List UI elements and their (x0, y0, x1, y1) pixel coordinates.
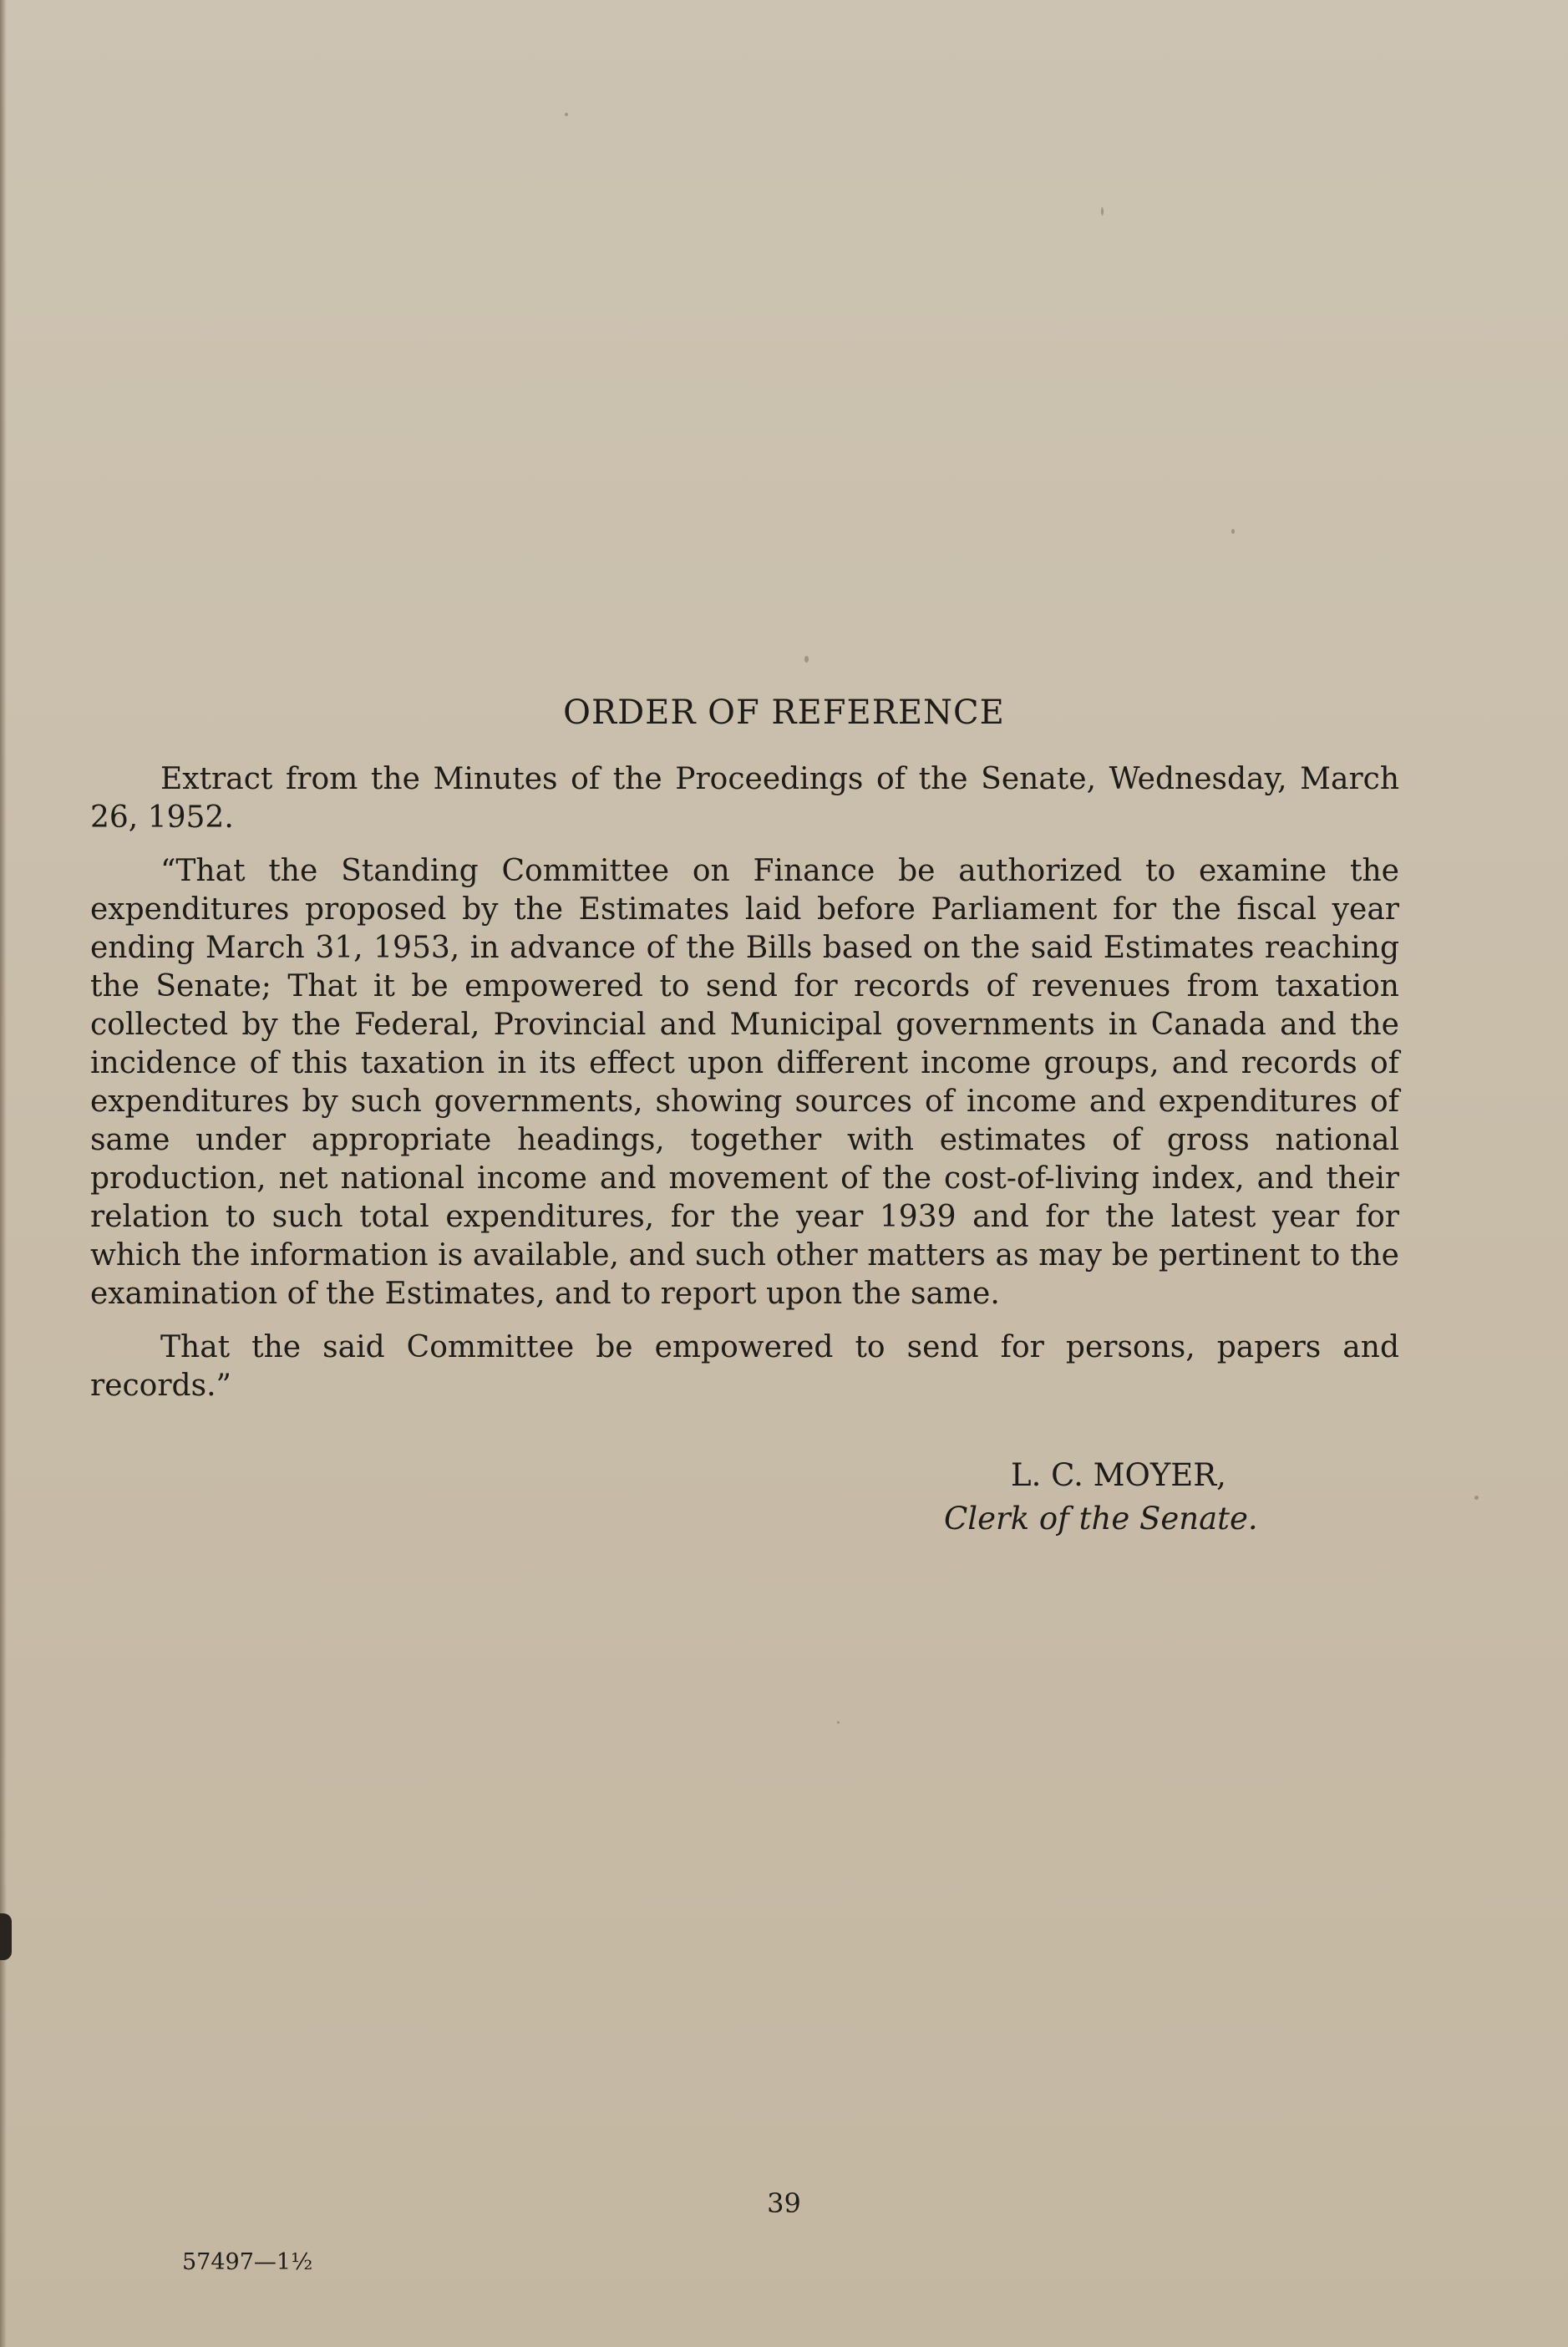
signatory-name: L. C. MOYER, (1011, 1457, 1226, 1493)
section-title: ORDER OF REFERENCE (563, 693, 1005, 732)
print-code: 57497—1½ (182, 2249, 313, 2275)
binding-mark (0, 1913, 12, 1960)
paper-speck (565, 113, 568, 116)
signature-block (944, 1454, 1412, 1541)
paper-speck (837, 1721, 840, 1724)
paper-speck (1474, 1496, 1479, 1500)
paper-speck (804, 656, 809, 663)
order-text (90, 760, 1399, 1420)
page-edge-shadow (0, 0, 7, 2347)
signatory-title: Clerk of the Senate. (944, 1501, 1258, 1537)
extract-paragraph: Extract from the Minutes of the Proceedings of the Senate, Wednesday, March 26, 1952. (90, 762, 1399, 835)
motion-paragraph: “That the Standing Committee on Finance be authorized to examine the expenditures proposed by the Estimates laid before Parliament for the fiscal year ending March 31, 1953, in advance of the Bills based on the said Estimates reaching the Senate; That it be empowered to send for records of revenues from taxation collected by the Federal, Provincial and Municipal governments in Canada and the incidence of this taxation in its effect upon different income groups, and records of expenditures by such governments, showing sources of income and expenditures of same under appropriate headings, together with estimates of gross national production, net national income and movement of the cost-of-living index, and their relation to such total expenditures, for the year 1939 and for the latest year for which the information is available, and such other matters as may be pertinent to the examination of the Estimates, and to report upon the same. (90, 854, 1399, 1311)
paper-speck (1101, 207, 1104, 216)
committee-paragraph: That the said Committee be empowered to send for persons, papers and records.” (90, 1330, 1399, 1403)
page-number: 39 (767, 2187, 801, 2219)
paper-speck (1231, 529, 1235, 534)
